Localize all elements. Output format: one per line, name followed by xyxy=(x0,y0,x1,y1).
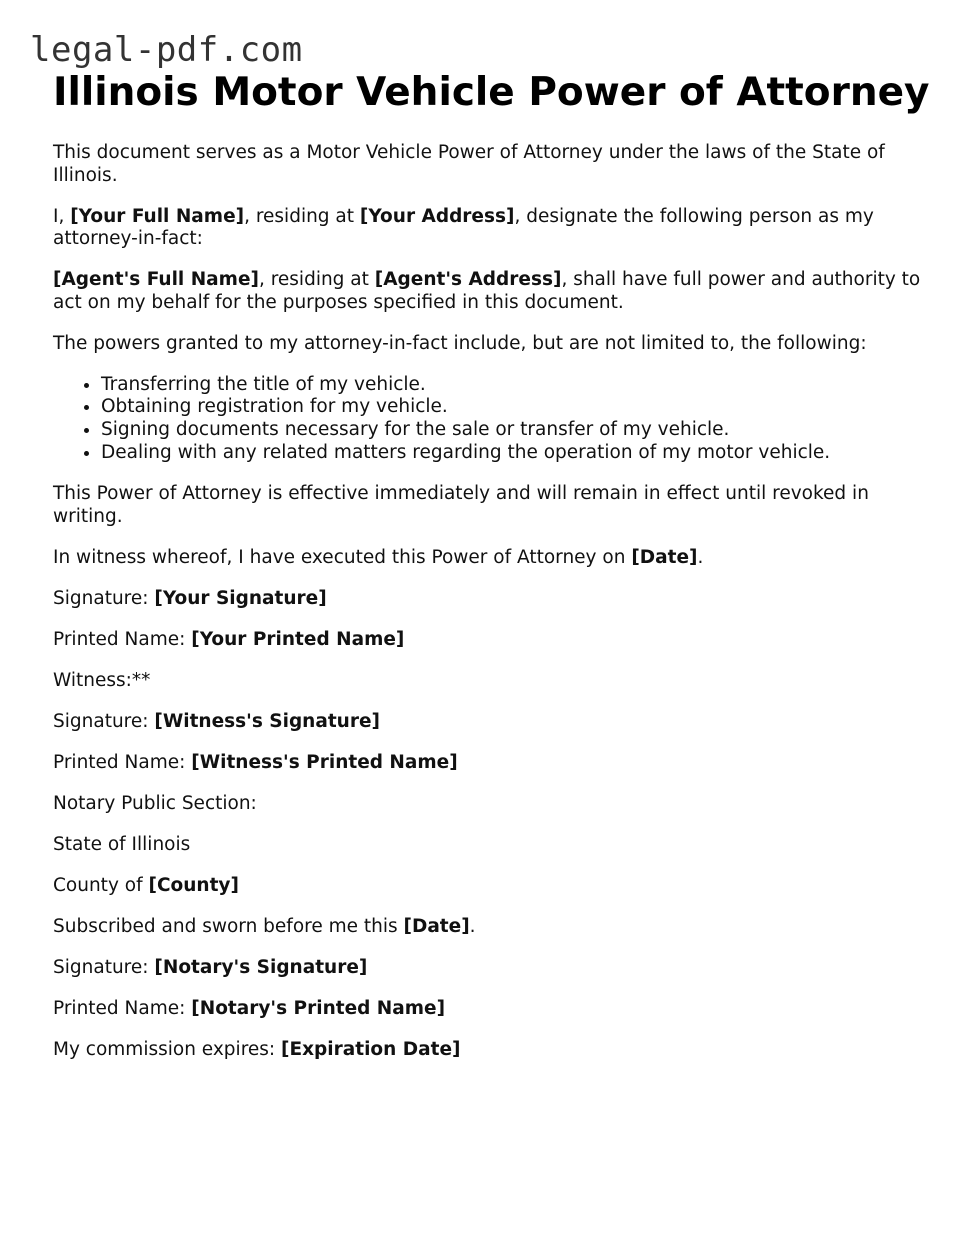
subscribed-date-placeholder: [Date] xyxy=(403,915,470,937)
subscribed-text: Subscribed and sworn before me this xyxy=(53,915,404,937)
commission-label: My commission expires: xyxy=(53,1038,282,1060)
witness-printed-label: Printed Name: xyxy=(53,751,192,773)
witness-whereof-end: . xyxy=(697,546,704,568)
list-item: • Transferring the title of my vehicle. xyxy=(101,374,933,397)
principal-suffix: , designate the following person as my attorney-in-fact: xyxy=(53,205,874,249)
document-title: Illinois Motor Vehicle Power of Attorney xyxy=(53,70,930,115)
principal-signature-placeholder: [Your Signature] xyxy=(154,587,327,609)
witness-whereof-paragraph xyxy=(53,547,933,570)
county-label: County of xyxy=(53,874,149,896)
principal-signature-label: Signature: xyxy=(53,587,155,609)
state-line: State of Illinois xyxy=(53,833,191,855)
principal-printed-placeholder: [Your Printed Name] xyxy=(191,628,405,650)
county-placeholder: [County] xyxy=(148,874,239,896)
agent-paragraph xyxy=(53,269,933,314)
agent-name-placeholder: [Agent's Full Name] xyxy=(53,269,259,290)
principal-signature-line xyxy=(53,588,933,611)
principal-printed-name-line xyxy=(53,629,933,652)
effective-paragraph: This Power of Attorney is effective immediately and will remain in effect until revoked in writing. xyxy=(53,483,869,527)
notary-printed-label: Printed Name: xyxy=(53,997,192,1019)
subscribed-end: . xyxy=(469,915,476,937)
notary-printed-placeholder: [Notary's Printed Name] xyxy=(191,997,446,1019)
witness-heading: Witness:** xyxy=(53,669,151,691)
agent-suffix: , shall have full power and authority to act on my behalf for the purposes specified in this document. xyxy=(53,269,921,313)
principal-printed-label: Printed Name: xyxy=(53,628,192,650)
execution-date-placeholder: [Date] xyxy=(631,546,698,568)
expiration-date-placeholder: [Expiration Date] xyxy=(281,1038,461,1060)
witness-printed-name-line xyxy=(53,752,933,775)
notary-signature-line xyxy=(53,957,933,980)
list-item: • Dealing with any related matters regarding the operation of my motor vehicle. xyxy=(101,442,933,465)
list-item: • Obtaining registration for my vehicle. xyxy=(101,396,933,419)
principal-name-placeholder: [Your Full Name] xyxy=(70,205,245,227)
powers-list xyxy=(53,374,933,465)
powers-intro: The powers granted to my attorney-in-fact include, but are not limited to, the following: xyxy=(53,332,867,354)
commission-expires-line xyxy=(53,1039,933,1062)
list-item: • Signing documents necessary for the sale or transfer of my vehicle. xyxy=(101,419,933,442)
notary-heading: Notary Public Section: xyxy=(53,792,257,814)
witness-signature-line xyxy=(53,711,933,734)
witness-signature-placeholder: [Witness's Signature] xyxy=(154,710,380,732)
witness-signature-label: Signature: xyxy=(53,710,155,732)
document-body xyxy=(53,70,933,1080)
witness-whereof-text: In witness whereof, I have executed this Power of Attorney on xyxy=(53,546,632,568)
principal-address-placeholder: [Your Address] xyxy=(359,205,515,227)
agent-address-placeholder: [Agent's Address] xyxy=(374,269,562,290)
subscribed-line xyxy=(53,916,933,939)
watermark-logo: legal-pdf.com xyxy=(30,30,303,70)
agent-mid: , residing at xyxy=(258,269,375,290)
principal-prefix: I, xyxy=(53,205,71,227)
notary-printed-name-line xyxy=(53,998,933,1021)
county-line xyxy=(53,875,933,898)
intro-paragraph: This document serves as a Motor Vehicle Power of Attorney under the laws of the State of Illinois. xyxy=(53,142,885,186)
notary-signature-placeholder: [Notary's Signature] xyxy=(154,956,368,978)
notary-signature-label: Signature: xyxy=(53,956,155,978)
principal-mid: , residing at xyxy=(244,205,360,227)
witness-printed-placeholder: [Witness's Printed Name] xyxy=(191,751,458,773)
principal-paragraph xyxy=(53,206,933,251)
